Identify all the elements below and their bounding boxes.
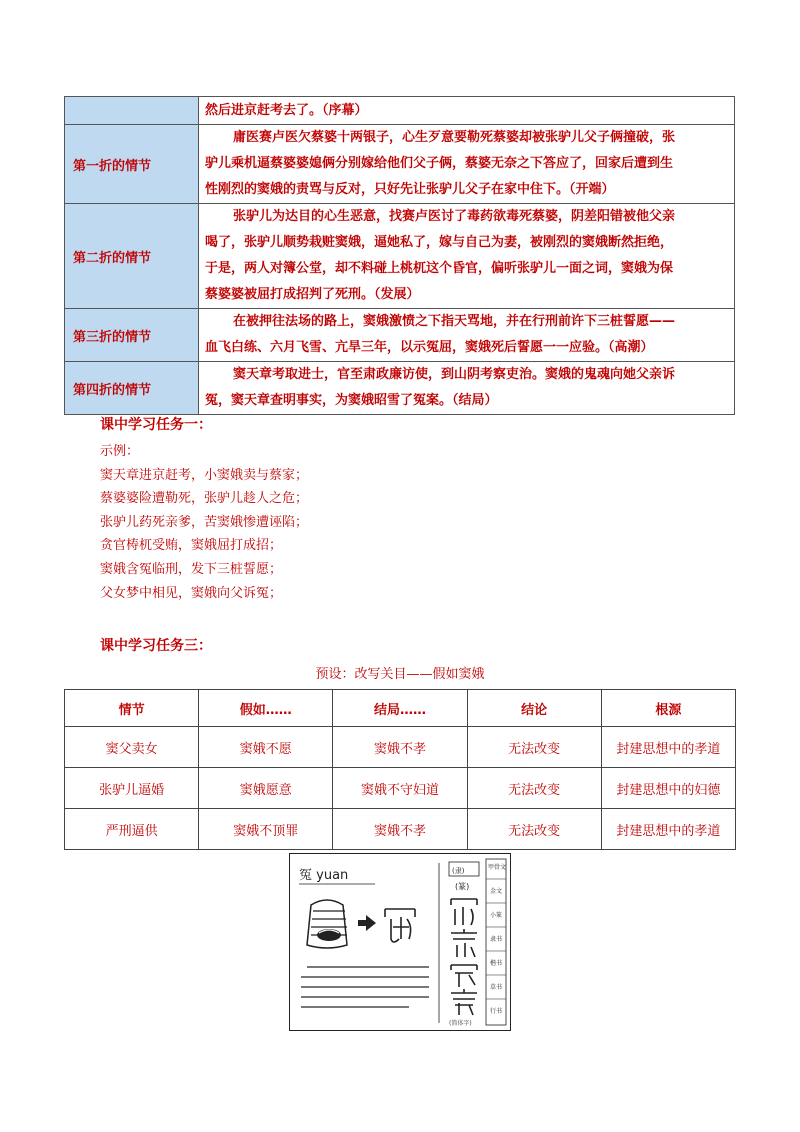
side-tab: 楷书: [490, 960, 503, 967]
act-line: 窦天章考取进士，官至肃政廉访使，到山阴考察吏治。窦娥的鬼魂向她父亲诉: [233, 367, 676, 382]
table-cell: 封建思想中的妇德: [601, 768, 735, 809]
act-line: 蔡婆婆被屈打成招判了死刑。（发展）: [205, 287, 420, 302]
table-row: [65, 362, 735, 415]
task1-heading: 课中学习任务一：: [100, 417, 212, 433]
act-label: 第三折的情节: [65, 309, 199, 362]
table-cell: 窦娥不孝: [333, 727, 467, 768]
table-cell: 窦娥不顶罪: [199, 809, 333, 850]
table-row: [65, 309, 735, 362]
act-line: 血飞白练、六月飞雪、亢旱三年，以示冤屈，窦娥死后誓愿一一应验。（高潮）: [205, 340, 654, 355]
act-line: 于是，两人对簿公堂，却不料碰上桃杌这个昏官，偏听张驴儿一面之词，窦娥为保: [205, 261, 674, 276]
task3-heading: 课中学习任务三：: [100, 638, 212, 654]
table-cell: 窦娥不愿: [199, 727, 333, 768]
act-description: [199, 204, 735, 309]
example-line: 张驴儿药死亲爹，苦窦娥惨遭诬陷；: [100, 514, 309, 530]
table-row: [65, 727, 736, 768]
act-line: 性刚烈的窦娥的责骂与反对，只好先让张驴儿父子在家中住下。（开端）: [205, 182, 615, 197]
table-row: [65, 97, 735, 125]
table-header-row: [65, 690, 736, 727]
plot-table: [64, 96, 735, 415]
act-label: 第二折的情节: [65, 204, 199, 309]
example-line: 窦娥含冤临刑，发下三桩誓愿；: [100, 561, 283, 577]
side-tab: 金文: [490, 888, 503, 895]
column-header: 情节: [65, 690, 199, 727]
example-line: 蔡婆婆险遭勒死，张驴儿趁人之危；: [100, 491, 309, 507]
hypothesis-table: [64, 689, 736, 850]
act-line: 喝了，张驴儿顺势栽赃窦娥，逼她私了，嫁与自己为妻，被刚烈的窦娥断然拒绝，: [205, 235, 674, 250]
character-etymology-image: [289, 853, 511, 1031]
table-cell: 无法改变: [467, 727, 601, 768]
column-header: 假如……: [199, 690, 333, 727]
table-cell: 窦娥愿意: [199, 768, 333, 809]
side-tab: 小篆: [490, 912, 503, 919]
table-cell: 无法改变: [467, 809, 601, 850]
table-row: [65, 125, 735, 204]
side-tab: 甲骨文: [488, 864, 507, 871]
table-row: [65, 809, 736, 850]
table-cell: 窦娥不孝: [333, 809, 467, 850]
act-label: 第一折的情节: [65, 125, 199, 204]
table-cell: 窦父卖女: [65, 727, 199, 768]
example-line: 窦天章进京赶考，小窦娥卖与蔡家；: [100, 467, 309, 483]
prologue-label-cell: [65, 97, 199, 125]
act-line: 在被押往法场的路上，窦娥激愤之下指天骂地，并在行刑前许下三桩誓愿——: [233, 314, 676, 329]
act-label: 第四折的情节: [65, 362, 199, 415]
table-cell: 封建思想中的孝道: [601, 727, 735, 768]
act-line: 张驴儿为达目的心生恶意，找赛卢医讨了毒药欲毒死蔡婆，阴差阳错被他父亲: [233, 209, 676, 224]
column-header: 结论: [467, 690, 601, 727]
side-tab: 草书: [490, 984, 503, 991]
example-line: 父女梦中相见，窦娥向父诉冤；: [100, 585, 283, 601]
act-line: 庸医赛卢医欠蔡婆十两银子，心生歹意要勒死蔡婆却被张驴儿父子俩撞破，张: [233, 130, 676, 145]
side-tab: 隶书: [490, 936, 503, 943]
table-cell: 封建思想中的孝道: [601, 809, 735, 850]
column-header: 结局……: [333, 690, 467, 727]
table-cell: 无法改变: [467, 768, 601, 809]
example-line: 示例：: [100, 444, 140, 459]
task1-example-list: [100, 440, 308, 605]
table-cell: 张驴儿逼婚: [65, 768, 199, 809]
column-header: 根源: [601, 690, 735, 727]
example-line: 贪官梼杌受贿，窦娥屈打成招；: [100, 538, 283, 554]
act-description: [199, 362, 735, 415]
prologue-text: 然后进京赶考去了。（序幕）: [199, 97, 735, 125]
act-line: 驴儿乘机逼蔡婆婆媳俩分别嫁给他们父子俩，蔡婆无奈之下答应了，回家后遭到生: [205, 156, 674, 171]
svg-text:(隶): (隶): [452, 867, 465, 875]
svg-text:(简体字): (简体字): [449, 1020, 472, 1027]
table-cell: 严刑逼供: [65, 809, 199, 850]
table-cell: 窦娥不守妇道: [333, 768, 467, 809]
figure-title: 冤 yuan: [299, 868, 349, 883]
table-row: [65, 768, 736, 809]
act-description: [199, 309, 735, 362]
act-line: 冤，窦天章查明事实，为窦娥昭雪了冤案。（结局）: [205, 393, 498, 408]
act-description: [199, 125, 735, 204]
preset-caption: 预设：改写关目——假如窦娥: [315, 667, 485, 682]
seal-script-label: (篆): [455, 882, 470, 891]
side-tab: 行书: [490, 1008, 503, 1015]
pictograph-icon: [307, 900, 347, 948]
table-row: [65, 204, 735, 309]
